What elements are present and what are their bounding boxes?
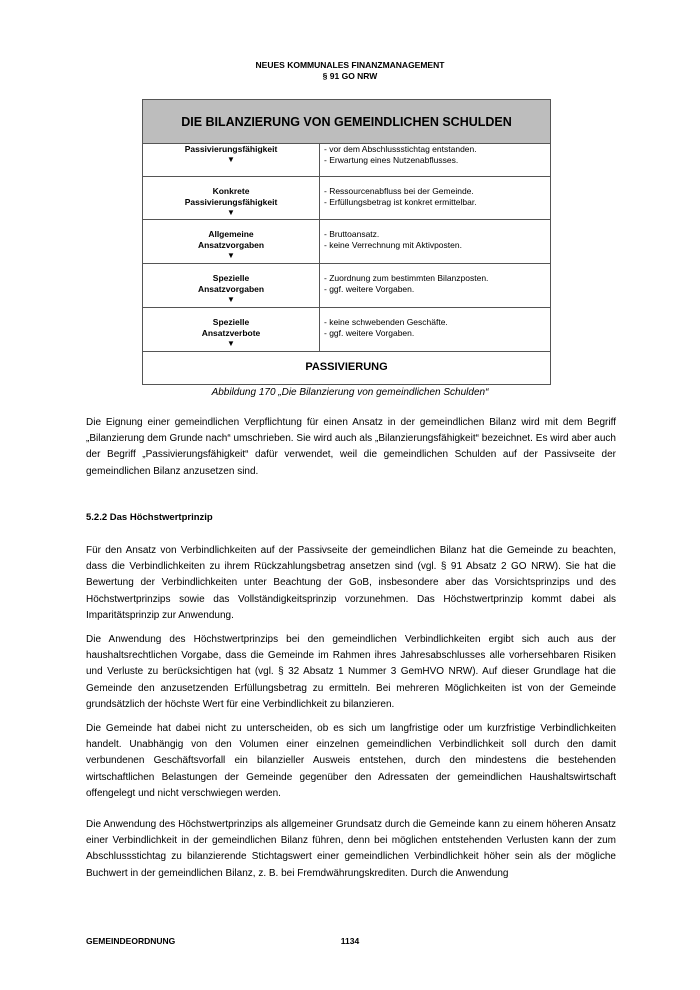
diagram-row: [143, 263, 550, 308]
down-arrow-icon: ▼: [227, 339, 235, 348]
paragraph: Die Gemeinde hat dabei nicht zu unterscheiden, ob es sich um langfristige oder um kurzfristige Verbindlichkeiten handelt. Unabhängig von den Volumen einer einzelnen gemeindlichen Verbindlichkeit soll durch den damit verbundenen Geschäftsvorfall ein bilanzieller Ausweis entstehen, durch den mindestens die bestehenden wirtschaftlichen Belastungen der Gemeinde gegenüber den Adressaten der gemeindlichen Haushaltswirtschaft offengelegt und nicht verschwiegen werden.: [86, 723, 616, 799]
row-label: Spezielle Ansatzvorgaben ▼: [143, 263, 319, 317]
diagram-title: DIE BILANZIERUNG VON GEMEINDLICHEN SCHULDEN: [143, 100, 550, 144]
diagram-row: [143, 307, 550, 352]
paragraph: Die Anwendung des Höchstwertprinzips als allgemeiner Grundsatz durch die Gemeinde kann zu einem höheren Ansatz einer Verbindlichkeit in der gemeindlichen Bilanz führen, denn bei möglichen entstehenden Verlusten kann der zum Abschlussstichtag zu bilanzierende Stichtagswert einer gemeindlichen Verbindlichkeit höher sein als der mögliche Buchwert in der gemeindlichen Bilanz, z. B. bei Fremdwährungskrediten. Durch die Anwendung: [86, 819, 616, 879]
row-label: Spezielle Ansatzverbote ▼: [143, 307, 319, 361]
paragraph: Für den Ansatz von Verbindlichkeiten auf der Passivseite der gemeindlichen Bilanz hat die Gemeinde zu beachten, dass die Verbindlichkeiten zu ihrem Rückzahlungsbetrag ansetzen sind (vgl. § 91 Absatz 2 GO NRW). Sie hat die Bewertung der Verbindlichkeiten unter Beachtung der GoB, insbesondere aber das Vorsichtsprinzips und des Höchstwertprinzips sowie das Vollständigkeitsprinzip vorzunehmen. Das Höchstwertprinzip kommt dabei als Imparitätsprinzip zur Anwendung.: [86, 545, 616, 621]
down-arrow-icon: ▼: [227, 251, 235, 260]
diagram-result: PASSIVIERUNG: [305, 361, 388, 373]
row-criteria: - vor dem Abschlussstichtag entstanden. - Erwartung eines Nutzenabflusses.: [319, 143, 550, 176]
diagram-row: [143, 143, 550, 177]
row-label: Allgemeine Ansatzvorgaben ▼: [143, 219, 319, 273]
bilanzierung-diagram: [142, 99, 551, 385]
down-arrow-icon: ▼: [227, 295, 235, 304]
row-criteria: - Ressourcenabfluss bei der Gemeinde. - Erfüllungsbetrag ist konkret ermittelbar.: [319, 176, 550, 219]
section-heading: 5.2.2 Das Höchstwertprinzip: [86, 512, 213, 523]
header-title: NEUES KOMMUNALES FINANZMANAGEMENT: [255, 60, 445, 70]
down-arrow-icon: ▼: [227, 208, 235, 217]
page-number: 1134: [340, 936, 360, 946]
figure-caption: Abbildung 170 „Die Bilanzierung von gemeindlichen Schulden“: [211, 387, 489, 398]
row-criteria: - Bruttoansatz. - keine Verrechnung mit Aktivposten.: [319, 219, 550, 263]
row-criteria: - keine schwebenden Geschäfte. - ggf. weitere Vorgaben.: [319, 307, 550, 351]
down-arrow-icon: ▼: [227, 155, 235, 164]
diagram-row: [143, 176, 550, 220]
intro-paragraph: Die Eignung einer gemeindlichen Verpflichtung für einen Ansatz in der gemeindlichen Bilanz wird mit dem Begriff „Bilanzierung dem Grunde nach“ umschrieben. Sie wird auch als „Bilanzierungsfähigkeit“ bezeichnet. Es wird aber auch der Begriff „Passivierungsfähigkeit“ dafür verwendet, weil die gemeindlichen Schulden auf der Passivseite der gemeindlichen Bilanz anzusetzen sind.: [86, 417, 616, 477]
diagram-row: [143, 219, 550, 264]
header-section: § 91 GO NRW: [322, 71, 378, 81]
running-header: [0, 60, 700, 82]
row-label: Passivierungsfähigkeit ▼: [143, 143, 319, 177]
row-criteria: - Zuordnung zum bestimmten Bilanzposten. - ggf. weitere Vorgaben.: [319, 263, 550, 307]
row-label: Konkrete Passivierungsfähigkeit ▼: [143, 176, 319, 229]
footer-left: GEMEINDEORDNUNG: [86, 936, 176, 946]
paragraph: Die Anwendung des Höchstwertprinzips bei den gemeindlichen Verbindlichkeiten ergibt sich auch aus der haushaltsrechtlichen Vorgabe, dass die Gemeinde im Rahmen ihres Jahresabschlusses alle vorhersehbaren Risiken und Verluste zu berücksichtigen hat (vgl. § 32 Absatz 1 Nummer 3 GemHVO NRW). Auf dieser Grundlage hat die Gemeinde den anzusetzenden Erfüllungsbetrag zu ermitteln. Bei mehreren Möglichkeiten ist von der Gemeinde grundsätzlich der höchste Wert für eine Verbindlichkeit zu bilanzieren.: [86, 634, 616, 710]
